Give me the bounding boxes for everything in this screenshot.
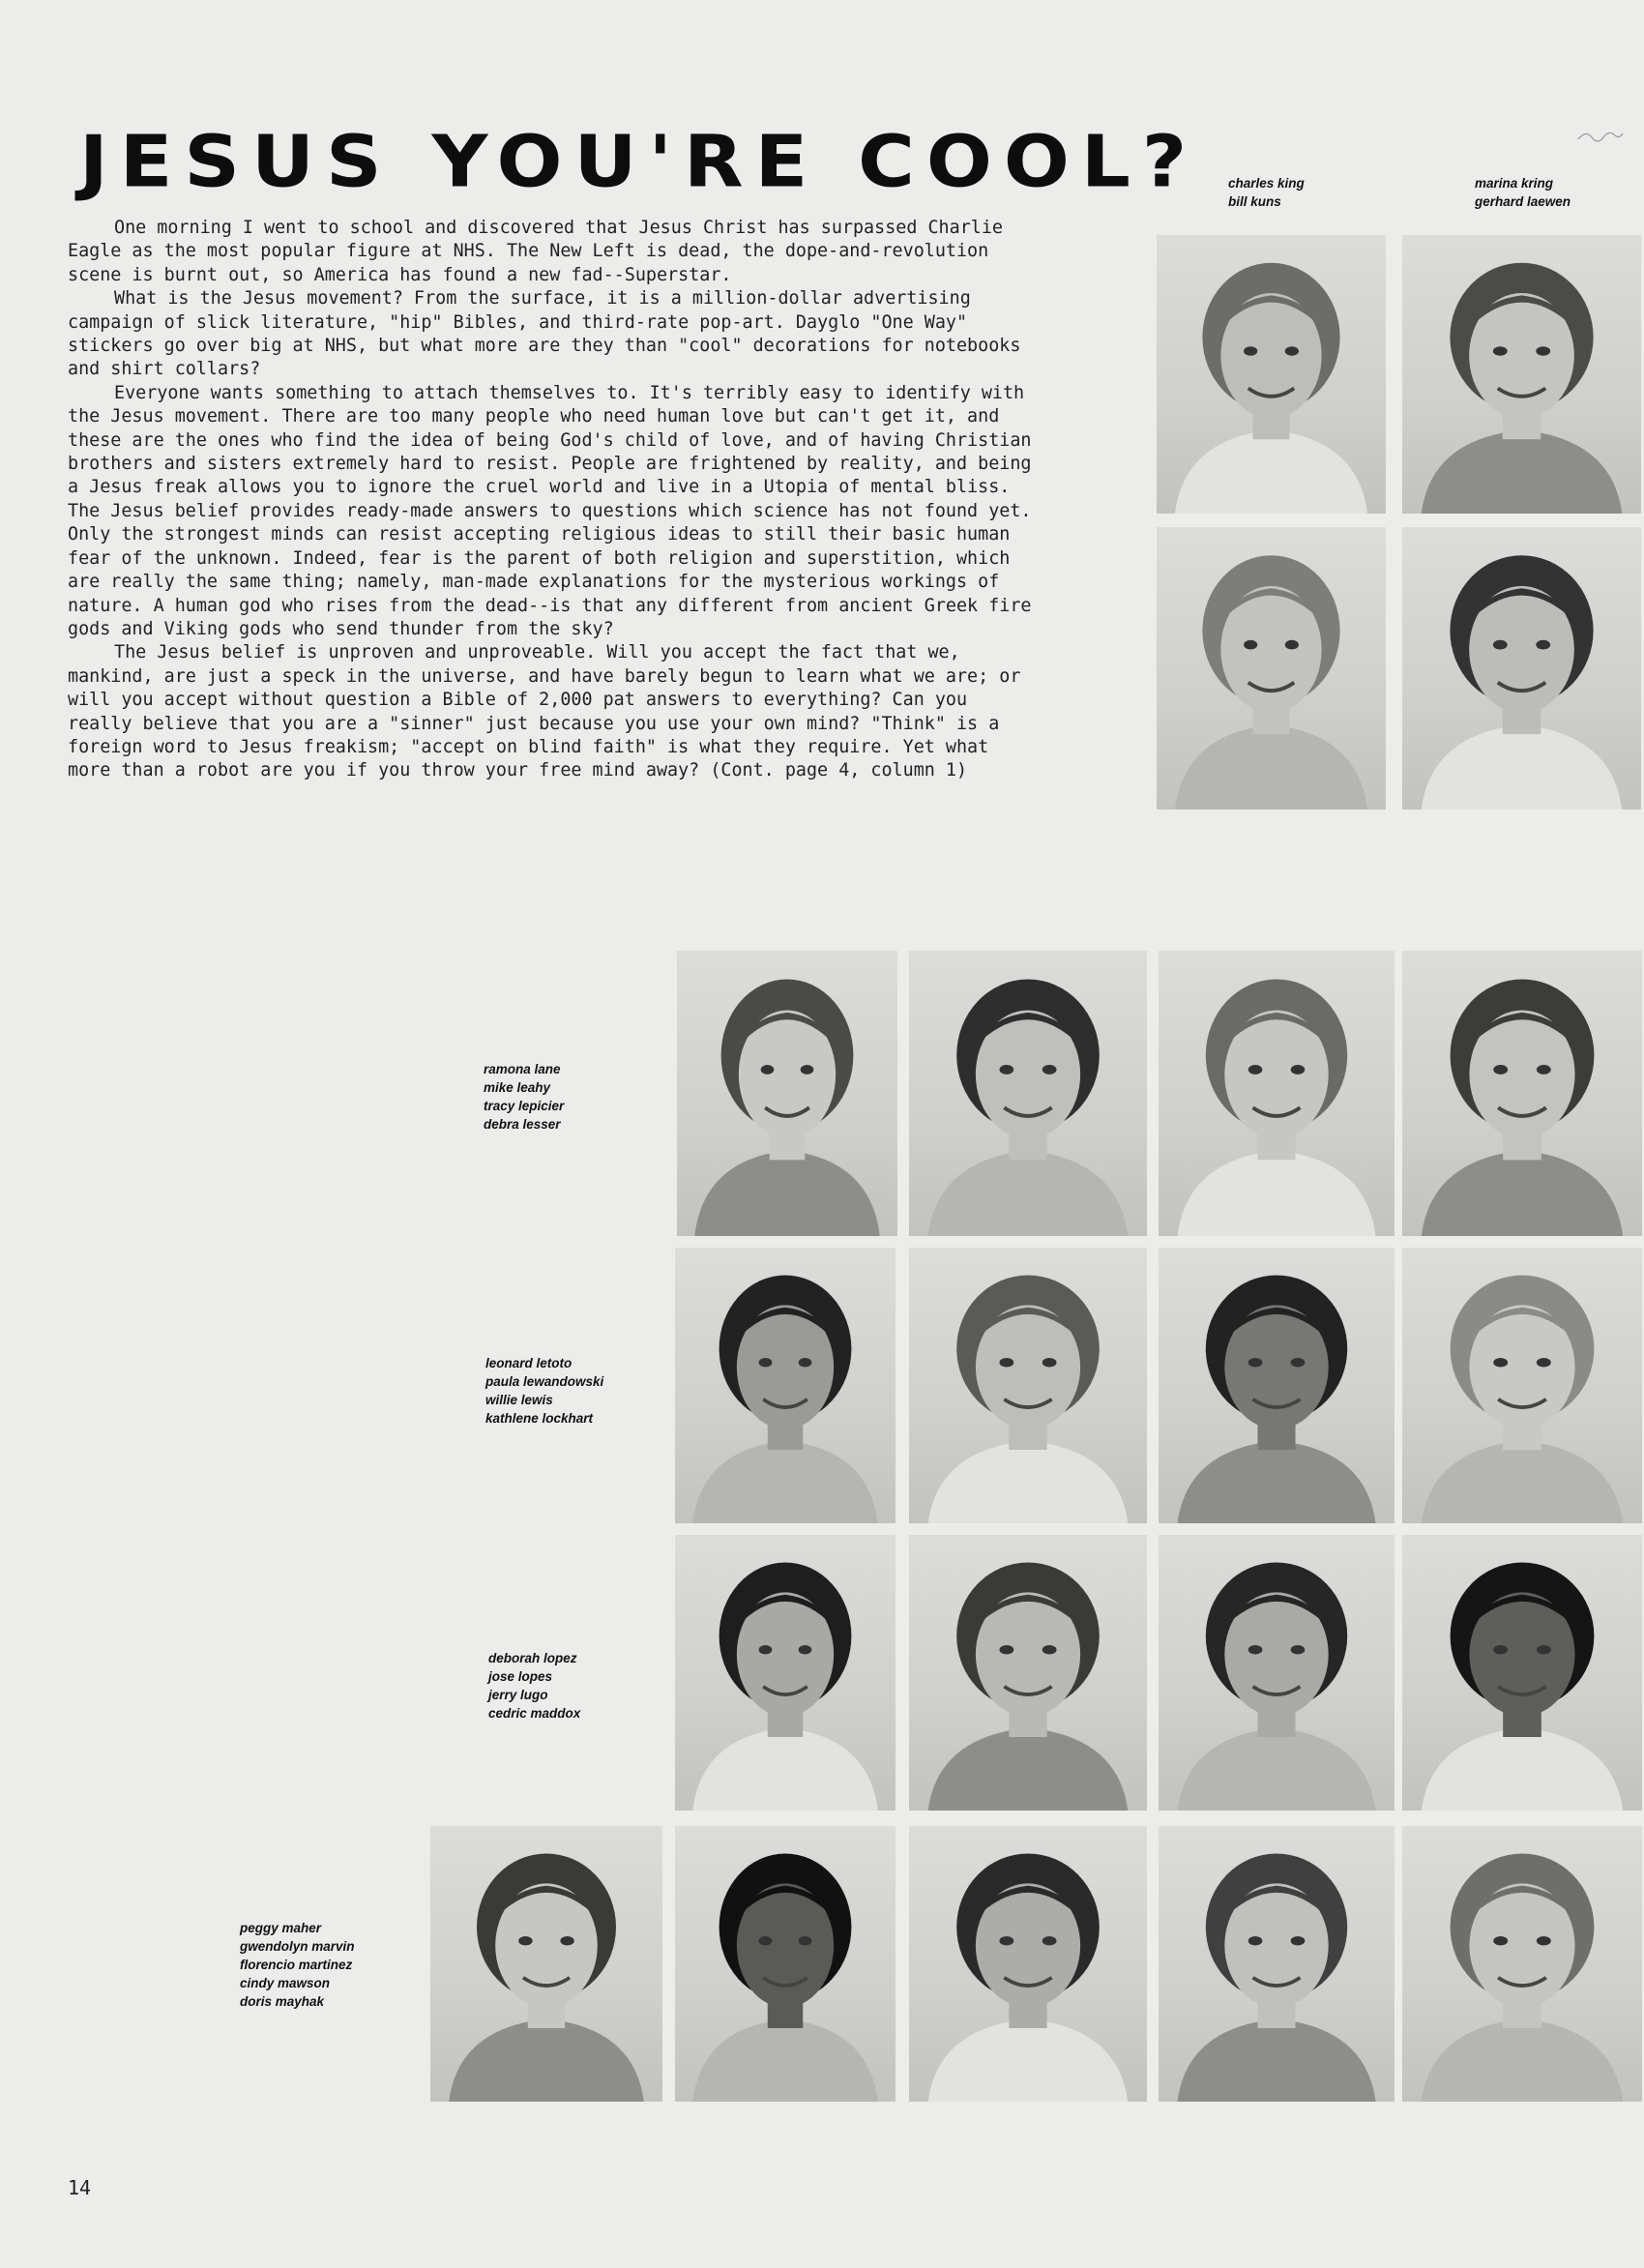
student-portrait-photo	[675, 1826, 895, 2102]
portrait-silhouette	[1159, 1248, 1394, 1523]
student-portrait-photo	[1159, 1248, 1394, 1523]
student-portrait-photo	[1402, 1826, 1642, 2102]
student-name: bill kuns	[1228, 194, 1281, 209]
portrait-silhouette	[909, 951, 1147, 1236]
caption-row-4	[240, 1919, 355, 2011]
student-name: tracy lepicier	[484, 1099, 565, 1113]
portrait-silhouette	[1157, 235, 1386, 514]
caption-row-3	[488, 1649, 580, 1723]
student-name: doris mayhak	[240, 1994, 325, 2009]
portrait-silhouette	[675, 1248, 895, 1523]
student-name: willie lewis	[485, 1393, 553, 1407]
portrait-silhouette	[909, 1535, 1147, 1811]
student-name: paula lewandowski	[485, 1374, 604, 1389]
student-portrait-photo	[909, 1826, 1147, 2102]
student-portrait-photo	[677, 951, 897, 1236]
student-name: debra lesser	[484, 1117, 561, 1132]
student-name: mike leahy	[484, 1080, 551, 1095]
portrait-silhouette	[909, 1826, 1147, 2102]
student-name: marina kring	[1475, 176, 1554, 191]
article-paragraph: What is the Jesus movement? From the surface, it is a million-dollar advertising campaign of slick literature, "hip" Bibles, and third-rate pop-art. Dayglo "One Way" stickers go over big at NHS, but what more are they than "cool" decorations for notebooks and shirt collars?	[68, 288, 1021, 380]
portrait-silhouette	[1402, 527, 1641, 810]
student-name: charles king	[1228, 176, 1305, 191]
article-headline: JESUS YOU'RE COOL?	[79, 120, 1199, 203]
student-portrait-photo	[1157, 235, 1386, 514]
student-portrait-photo	[1402, 951, 1642, 1236]
student-name: cindy mawson	[240, 1976, 331, 1990]
student-portrait-photo	[675, 1535, 895, 1811]
article-body	[68, 217, 1035, 783]
portrait-silhouette	[1159, 1535, 1394, 1811]
student-name: jerry lugo	[488, 1688, 548, 1702]
article-paragraph: The Jesus belief is unproven and unproveable. Will you accept the fact that we, mankind, are just a speck in the universe, and have barely begun to learn what we are; or will you accept without question a Bible of 2,000 pat answers to everything? Can you really believe that you are a "sinner" just because you use your own mind? "Think" is a foreign word to Jesus freakism; "accept on blind faith" is what they require. Yet what more than a robot are you if you throw your free mind away? (Cont. page 4, column 1)	[68, 642, 1021, 781]
portrait-silhouette	[1402, 951, 1642, 1236]
student-name: ramona lane	[484, 1062, 561, 1076]
student-name: cedric maddox	[488, 1706, 581, 1721]
portrait-silhouette	[677, 951, 897, 1236]
portrait-silhouette	[1402, 235, 1641, 514]
student-name: gerhard laewen	[1475, 194, 1571, 209]
pen-scribble-mark	[1576, 128, 1625, 147]
student-portrait-photo	[909, 951, 1147, 1236]
student-portrait-photo	[1159, 1535, 1394, 1811]
student-portrait-photo	[909, 1248, 1147, 1523]
portrait-silhouette	[675, 1535, 895, 1811]
student-name: leonard letoto	[485, 1356, 572, 1370]
portrait-silhouette	[1402, 1826, 1642, 2102]
student-name: jose lopes	[488, 1669, 553, 1684]
student-name: peggy maher	[240, 1921, 322, 1935]
caption-top-right-photos	[1475, 174, 1571, 211]
student-portrait-photo	[1402, 1248, 1642, 1523]
portrait-silhouette	[1402, 1248, 1642, 1523]
student-portrait-photo	[1402, 527, 1641, 810]
student-portrait-photo	[1159, 951, 1394, 1236]
page-number: 14	[68, 2176, 92, 2199]
portrait-silhouette	[909, 1248, 1147, 1523]
student-name: florencio martinez	[240, 1958, 353, 1972]
article-paragraph: Everyone wants something to attach themselves to. It's terribly easy to identify with the Jesus movement. There are too many people who need human love but can't get it, and these are the ones who find the idea of being God's child of love, and of having Christian brothers and sisters extremely hard to resist. People are frightened by reality, and being a Jesus freak allows you to ignore the cruel world and live in a Utopia of mental bliss. The Jesus belief provides ready-made answers to questions which science has not found yet. Only the strongest minds can resist accepting religious ideas to still their basic human fear of the unknown. Indeed, fear is the parent of both religion and superstition, which are really the same thing; namely, man-made explanations for the mysterious workings of nature. A human god who rises from the dead--is that any different from ancient Greek fire gods and Viking gods who send thunder from the sky?	[68, 382, 1032, 639]
student-name: kathlene lockhart	[485, 1411, 594, 1426]
caption-top-left-photos	[1228, 174, 1305, 211]
student-portrait-photo	[1157, 527, 1386, 810]
portrait-silhouette	[1159, 951, 1394, 1236]
portrait-silhouette	[1157, 527, 1386, 810]
portrait-silhouette	[1159, 1826, 1394, 2102]
portrait-silhouette	[1402, 1535, 1642, 1811]
student-portrait-photo	[1402, 235, 1641, 514]
portrait-silhouette	[675, 1826, 895, 2102]
caption-row-1	[484, 1060, 564, 1134]
student-portrait-photo	[1159, 1826, 1394, 2102]
student-portrait-photo	[430, 1826, 662, 2102]
portrait-silhouette	[430, 1826, 662, 2102]
student-portrait-photo	[675, 1248, 895, 1523]
caption-row-2	[485, 1354, 603, 1428]
article-paragraph: One morning I went to school and discovered that Jesus Christ has surpassed Charlie Eagle as the most popular figure at NHS. The New Left is dead, the dope-and-revolution scene is burnt out, so America has found a new fad--Superstar.	[68, 218, 1003, 285]
student-name: deborah lopez	[488, 1651, 577, 1665]
student-portrait-photo	[909, 1535, 1147, 1811]
student-name: gwendolyn marvin	[240, 1939, 355, 1954]
student-portrait-photo	[1402, 1535, 1642, 1811]
